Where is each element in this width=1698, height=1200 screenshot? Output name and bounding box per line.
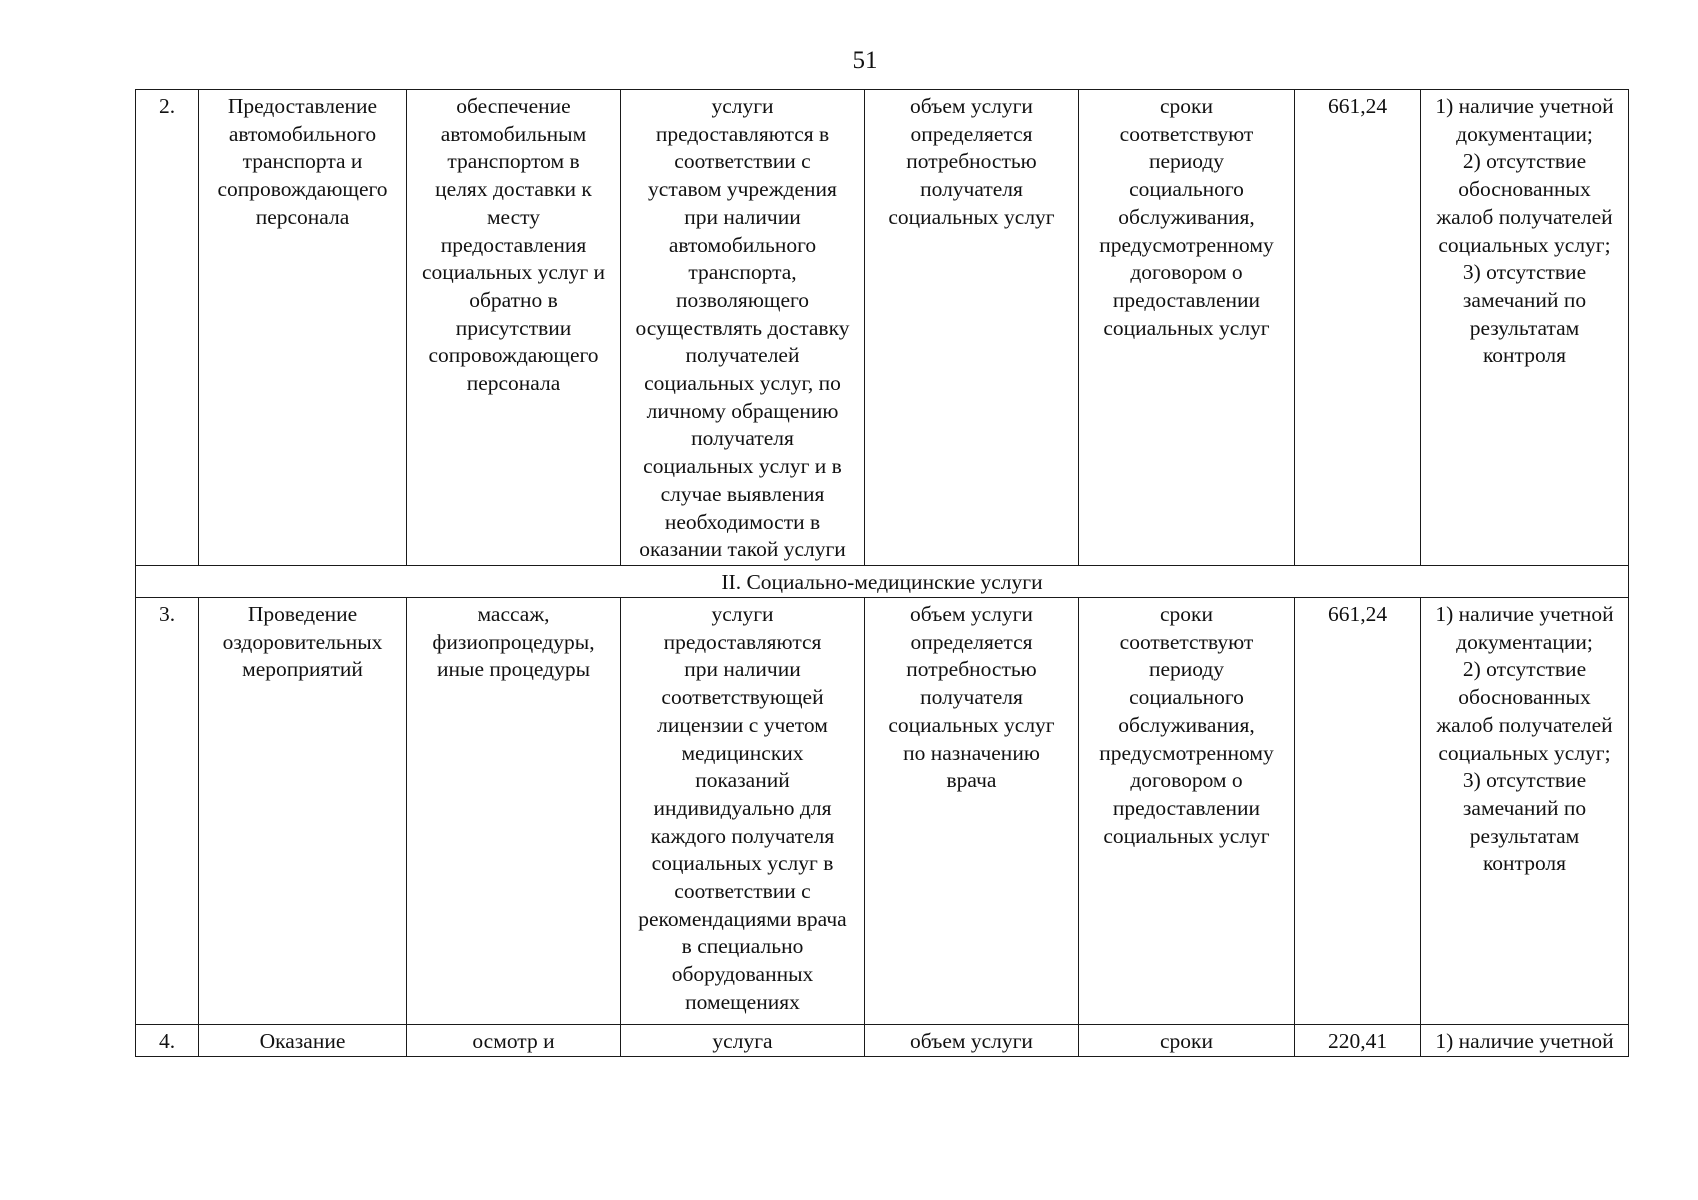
- cell-line: документации;: [1456, 121, 1593, 146]
- cell-line: определяется: [910, 121, 1033, 146]
- cell-line: социальных услуг и в: [643, 454, 842, 479]
- cell-line: 2) отсутствие: [1462, 149, 1587, 174]
- cell-line: соответствуют: [1119, 121, 1254, 146]
- cell-line: получателя: [920, 685, 1023, 710]
- cell-line: контроля: [1482, 343, 1567, 368]
- cell-line: жалоб получателей: [1436, 204, 1613, 229]
- cell-line: в специально: [681, 934, 804, 959]
- cell-line: потребностью: [906, 657, 1037, 682]
- cell-line: мероприятий: [242, 657, 363, 682]
- cell-line: замечаний по: [1462, 287, 1587, 312]
- service-terms: [1079, 90, 1295, 566]
- cell-line: социальных услуг;: [1438, 740, 1611, 765]
- cell-line: предоставляются: [663, 629, 822, 654]
- cell-line: необходимости в: [664, 509, 821, 534]
- cell-line: уставом учреждения: [648, 177, 837, 202]
- service-content: [407, 598, 621, 1025]
- cell-line: месту: [486, 204, 541, 229]
- cell-line: показаний: [695, 768, 790, 793]
- cell-line: сопровождающего: [428, 343, 599, 368]
- cell-line: автомобильного: [228, 121, 377, 146]
- cell-line: случае выявления: [660, 481, 825, 506]
- cell-line: социального: [1129, 177, 1244, 202]
- cell-line: соответствующей: [661, 685, 824, 710]
- cell-line: предоставлении: [1112, 287, 1261, 312]
- cell-line: 1) наличие учетной: [1435, 1029, 1614, 1053]
- cell-line: социальных услуг: [888, 204, 1055, 229]
- service-terms: [1079, 598, 1295, 1025]
- cell-line: получателя: [691, 426, 794, 451]
- service-price: 661,24: [1295, 598, 1421, 1025]
- cell-line: социальных услуг;: [1438, 232, 1611, 257]
- cell-line: соответствии с: [674, 879, 811, 904]
- cell-line: замечаний по: [1462, 795, 1587, 820]
- cell-line: обратно в: [469, 287, 558, 312]
- cell-line: обслуживания,: [1118, 204, 1255, 229]
- cell-line: целях доставки к: [435, 177, 592, 202]
- cell-line: обоснованных: [1458, 177, 1591, 202]
- cell-line: транспорта,: [688, 260, 797, 285]
- cell-line: оздоровительных: [222, 629, 383, 654]
- cell-line: сроки: [1160, 602, 1213, 626]
- cell-line: автомобильным: [440, 121, 587, 146]
- service-volume: [865, 598, 1079, 1025]
- table-row: [136, 1025, 1629, 1057]
- cell-line: 2) отсутствие: [1462, 657, 1587, 682]
- service-terms: [1079, 1025, 1295, 1057]
- cell-line: контроля: [1482, 851, 1567, 876]
- cell-line: по назначению: [903, 740, 1040, 765]
- cell-line: объем услуги: [910, 1029, 1033, 1053]
- cell-line: позволяющего: [675, 287, 810, 312]
- cell-line: периоду: [1148, 657, 1225, 682]
- cell-line: объем услуги: [910, 602, 1033, 626]
- cell-line: получателей: [685, 343, 800, 368]
- service-conditions: [621, 90, 865, 566]
- cell-line: документации;: [1456, 629, 1593, 654]
- quality-criteria: [1421, 90, 1629, 566]
- cell-line: иные процедуры: [436, 657, 591, 682]
- cell-line: обслуживания,: [1118, 712, 1255, 737]
- service-volume: [865, 90, 1079, 566]
- cell-line: предоставления: [440, 232, 587, 257]
- cell-line: определяется: [910, 629, 1033, 654]
- cell-line: при наличии: [684, 204, 801, 229]
- cell-line: 3) отсутствие: [1462, 768, 1587, 793]
- cell-line: договором о: [1130, 260, 1243, 285]
- cell-line: массаж,: [477, 602, 550, 626]
- cell-line: социальных услуг, по: [644, 371, 841, 396]
- cell-line: предусмотренному: [1099, 232, 1274, 257]
- table-row: [136, 90, 1629, 566]
- cell-line: услуги: [711, 94, 774, 118]
- service-name: [199, 1025, 407, 1057]
- table-row: [136, 598, 1629, 1025]
- cell-line: соответствуют: [1119, 629, 1254, 654]
- cell-line: Проведение: [247, 602, 358, 626]
- cell-line: при наличии: [684, 657, 801, 682]
- cell-line: социального: [1129, 685, 1244, 710]
- cell-line: Предоставление: [227, 94, 378, 118]
- cell-line: 1) наличие учетной: [1435, 94, 1614, 118]
- cell-line: потребностью: [906, 149, 1037, 174]
- cell-line: обоснованных: [1458, 685, 1591, 710]
- cell-line: лицензии с учетом: [657, 712, 828, 737]
- cell-line: услуги: [711, 602, 774, 626]
- cell-line: получателя: [920, 177, 1023, 202]
- cell-line: персонала: [255, 204, 350, 229]
- quality-criteria: [1421, 598, 1629, 1025]
- cell-line: рекомендациями врача: [638, 906, 847, 931]
- row-number: 2.: [136, 90, 199, 566]
- cell-line: медицинских: [681, 740, 804, 765]
- cell-line: каждого получателя: [650, 823, 835, 848]
- cell-line: социальных услуг: [1103, 315, 1270, 340]
- cell-line: результатам: [1469, 315, 1580, 340]
- cell-line: социальных услуг: [1103, 823, 1270, 848]
- services-table: [135, 89, 1629, 1057]
- cell-line: транспорта и: [242, 149, 363, 174]
- cell-line: осуществлять доставку: [635, 315, 850, 340]
- cell-line: предусмотренному: [1099, 740, 1274, 765]
- cell-line: оборудованных: [671, 962, 814, 987]
- row-number: 3.: [136, 598, 199, 1025]
- cell-line: жалоб получателей: [1436, 712, 1613, 737]
- service-content: [407, 90, 621, 566]
- cell-line: 3) отсутствие: [1462, 260, 1587, 285]
- service-name: [199, 90, 407, 566]
- service-conditions: [621, 1025, 865, 1057]
- quality-criteria: [1421, 1025, 1629, 1057]
- cell-line: сроки: [1160, 94, 1213, 118]
- cell-line: помещениях: [685, 989, 800, 1014]
- service-content: [407, 1025, 621, 1057]
- cell-line: периоду: [1148, 149, 1225, 174]
- section-row: [136, 566, 1629, 598]
- cell-line: предоставляются в: [655, 121, 830, 146]
- cell-line: физиопроцедуры,: [432, 629, 595, 654]
- cell-line: социальных услуг и: [421, 260, 606, 285]
- cell-line: индивидуально для: [653, 795, 832, 820]
- cell-line: сопровождающего: [217, 177, 388, 202]
- cell-line: услуга: [712, 1029, 773, 1053]
- cell-line: персонала: [466, 371, 561, 396]
- cell-line: Оказание: [259, 1029, 346, 1053]
- service-conditions: [621, 598, 865, 1025]
- cell-line: личному обращению: [646, 398, 839, 423]
- cell-line: присутствии: [455, 315, 572, 340]
- service-volume: [865, 1025, 1079, 1057]
- cell-line: сроки: [1160, 1029, 1213, 1053]
- row-number: 4.: [136, 1025, 199, 1057]
- cell-line: предоставлении: [1112, 795, 1261, 820]
- cell-line: 1) наличие учетной: [1435, 602, 1614, 626]
- section-title: II. Социально-медицинские услуги: [136, 566, 1629, 598]
- cell-line: автомобильного: [668, 232, 817, 257]
- service-price: 220,41: [1295, 1025, 1421, 1057]
- cell-line: социальных услуг: [888, 712, 1055, 737]
- cell-line: объем услуги: [910, 94, 1033, 118]
- cell-line: договором о: [1130, 768, 1243, 793]
- cell-line: врача: [946, 768, 997, 793]
- service-price: 661,24: [1295, 90, 1421, 566]
- cell-line: осмотр и: [472, 1029, 555, 1053]
- cell-line: оказании такой услуги: [639, 537, 846, 562]
- cell-line: результатам: [1469, 823, 1580, 848]
- cell-line: обеспечение: [456, 94, 571, 118]
- service-name: [199, 598, 407, 1025]
- page-number: 51: [852, 47, 878, 74]
- cell-line: транспортом в: [447, 149, 580, 174]
- cell-line: соответствии с: [674, 149, 811, 174]
- cell-line: социальных услуг в: [651, 851, 834, 876]
